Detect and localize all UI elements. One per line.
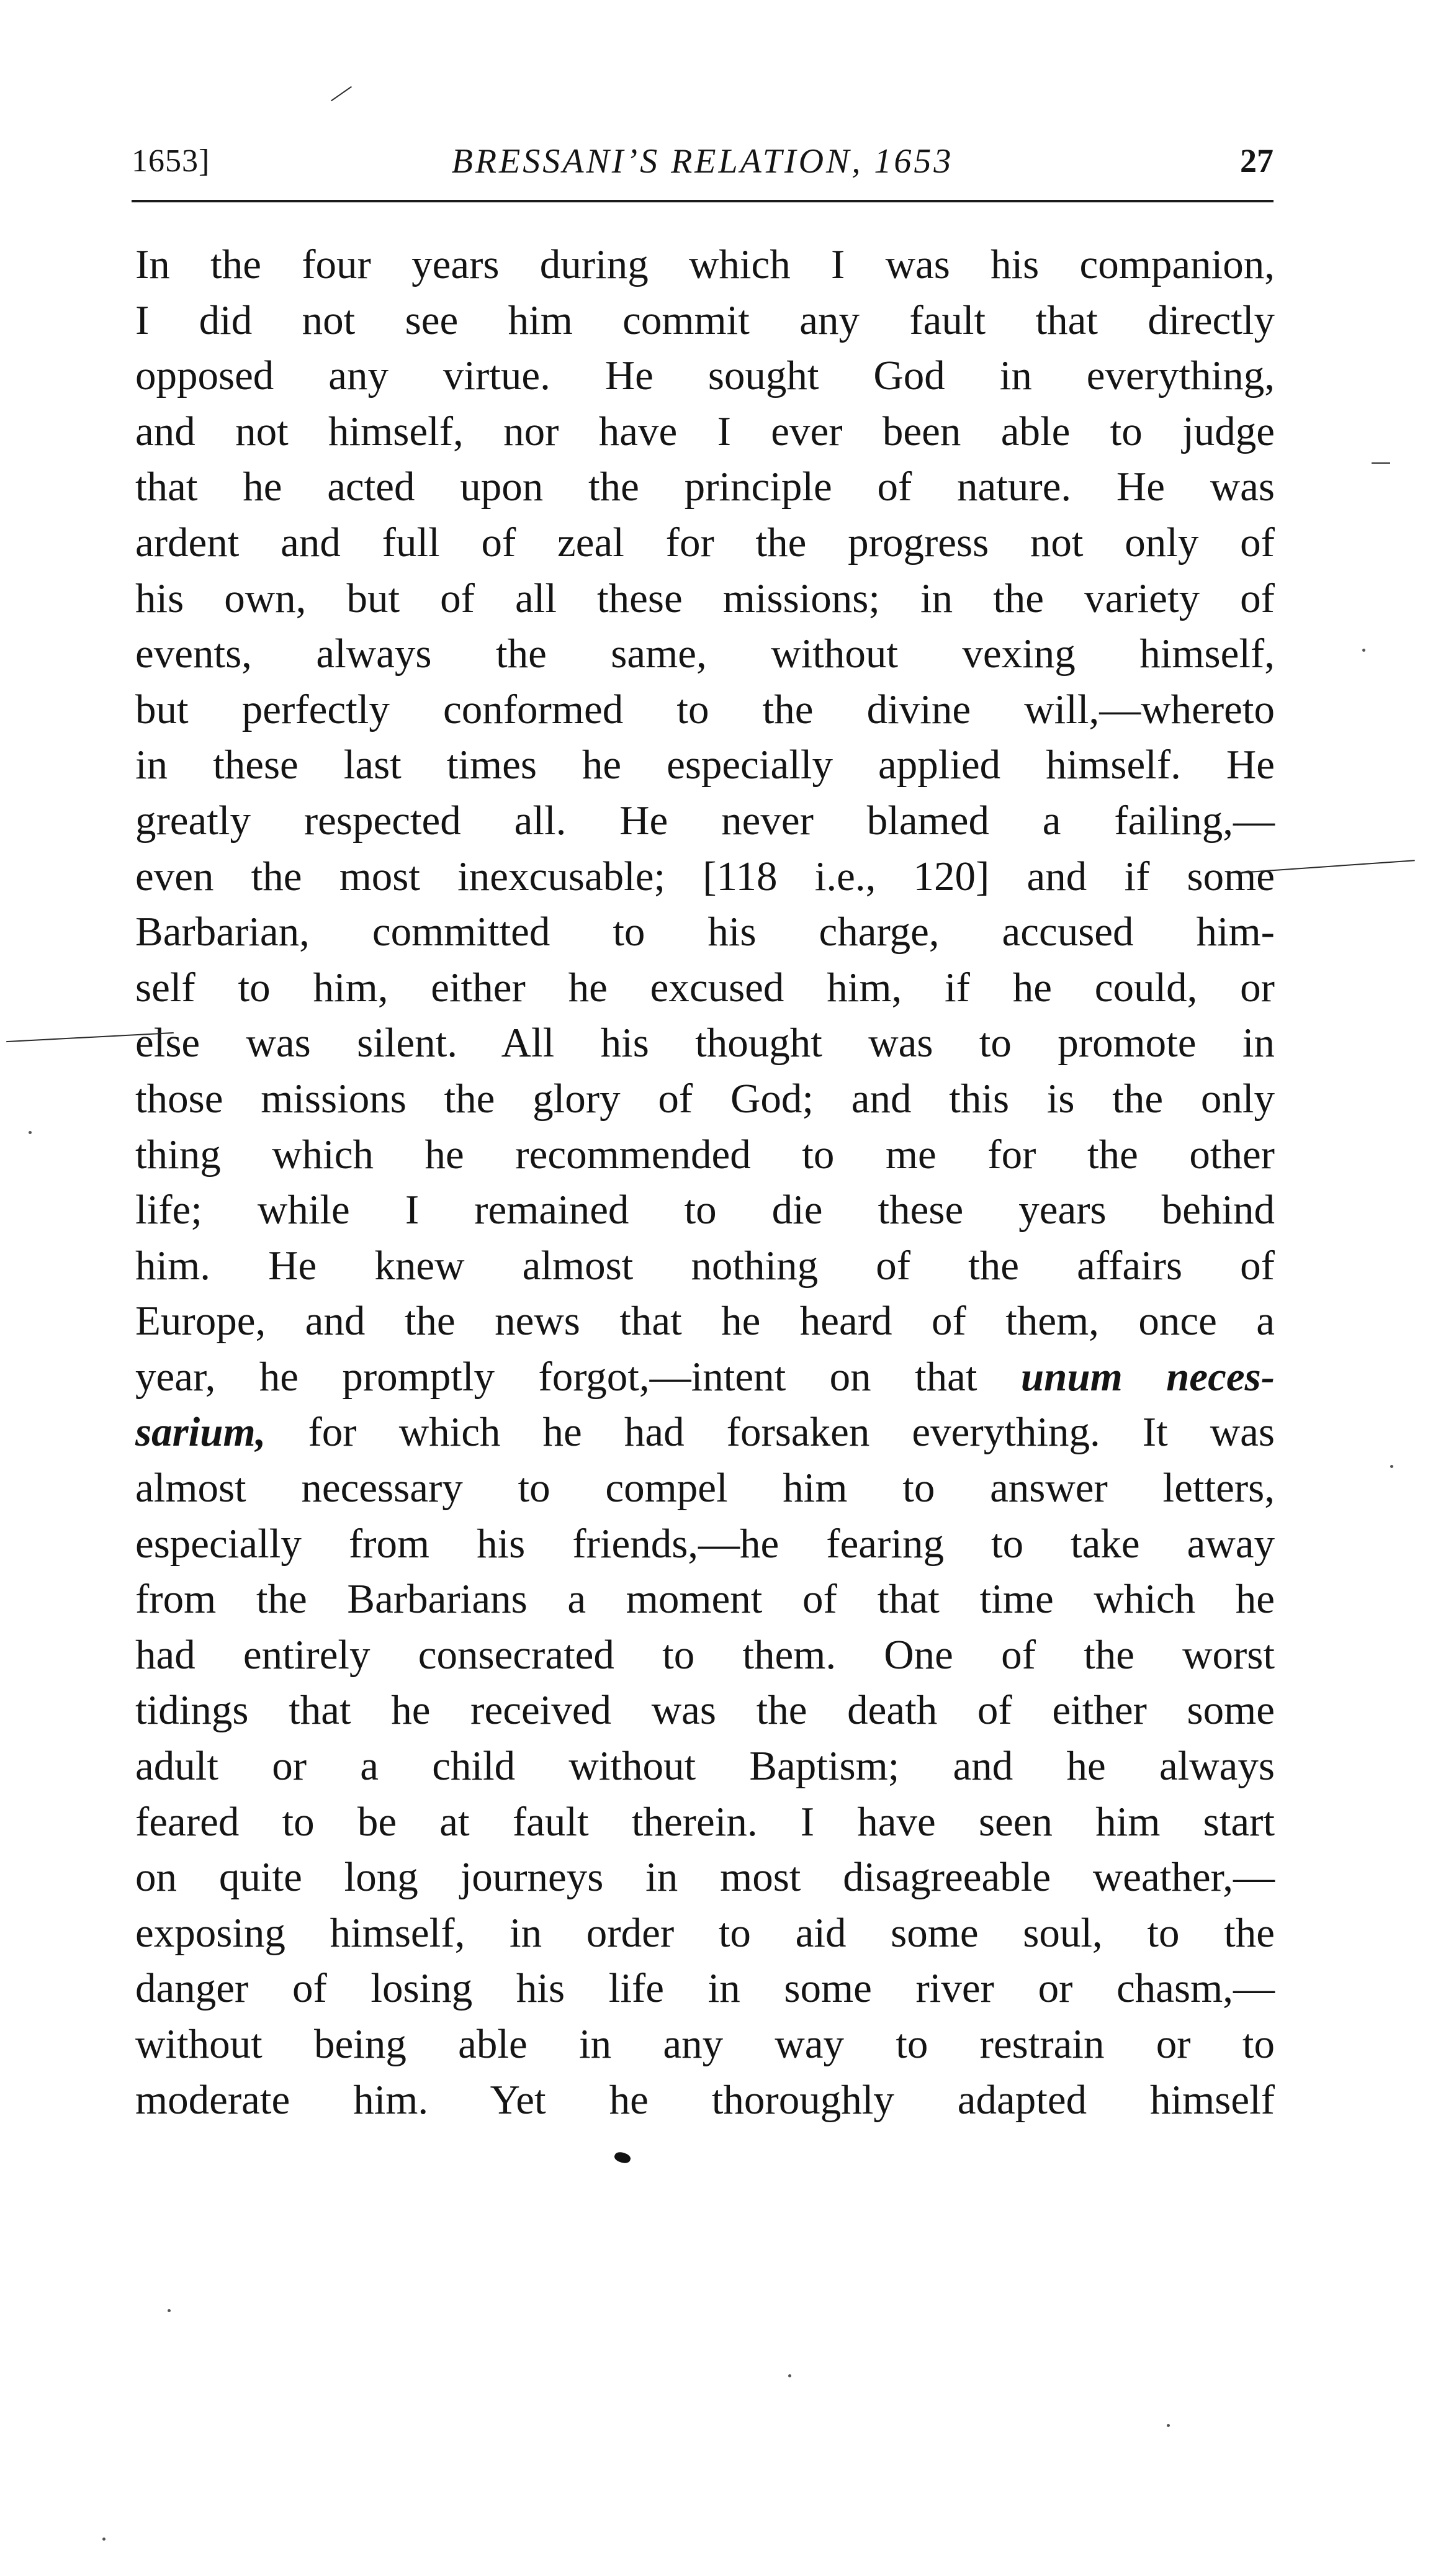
- text-line: [135, 1016, 1275, 1071]
- text-line: [135, 1294, 1275, 1349]
- text-line: [135, 960, 1275, 1016]
- line-text: I did not see him commit any fault that directly: [135, 297, 1275, 343]
- text-line: [135, 1238, 1275, 1294]
- italic-phrase: sarium,: [135, 1409, 266, 1456]
- line-text: his own, but of all these missions; in the variety of: [135, 575, 1275, 621]
- text-line: [135, 293, 1275, 349]
- body-text: [135, 237, 1275, 2128]
- text-line: [135, 626, 1275, 682]
- text-line: [135, 682, 1275, 738]
- scan-speck: [1362, 649, 1365, 652]
- text-line: [135, 1182, 1275, 1238]
- text-line: [135, 1572, 1275, 1628]
- text-line: [135, 1739, 1275, 1795]
- line-text: ardent and full of zeal for the progress not only of: [135, 519, 1275, 565]
- text-line: [135, 849, 1275, 905]
- line-text: him. He knew almost nothing of the affairs of: [135, 1242, 1275, 1289]
- line-text: feared to be at fault therein. I have seen him start: [135, 1798, 1275, 1845]
- scan-mark: [331, 86, 352, 102]
- line-text: Barbarian, committed to his charge, accused him-: [135, 909, 1275, 955]
- ink-blot: [613, 2150, 632, 2165]
- line-text: tidings that he received was the death of either some: [135, 1687, 1275, 1734]
- line-text: greatly respected all. He never blamed a failing,—: [135, 797, 1275, 844]
- text-line: [135, 1850, 1275, 1906]
- header-rule: [132, 200, 1274, 202]
- line-text: without being able in any way to restrain or to: [135, 2021, 1275, 2067]
- line-text: especially from his friends,—he fearing to take away: [135, 1520, 1275, 1567]
- line-text: In the four years during which I was his companion,: [135, 241, 1275, 287]
- text-line: [135, 1349, 1275, 1405]
- text-line: [135, 1127, 1275, 1183]
- text-line: [135, 237, 1275, 293]
- line-text: that he acted upon the principle of nature. He was: [135, 464, 1275, 510]
- scan-speck: [168, 2309, 171, 2312]
- line-text: almost necessary to compel him to answer letters,: [135, 1465, 1275, 1511]
- line-text: moderate him. Yet he thoroughly adapted himself: [135, 2076, 1275, 2123]
- line-text: even the most inexcusable; [118 i.e., 120] and if some: [135, 853, 1275, 899]
- text-line: [135, 1628, 1275, 1683]
- running-head-year: 1653]: [132, 143, 210, 179]
- running-head: [132, 138, 1274, 187]
- text-line: [135, 1683, 1275, 1739]
- line-text: exposing himself, in order to aid some soul, to the: [135, 1909, 1275, 1956]
- text-line: [135, 737, 1275, 793]
- running-head-title: BRESSANI’S RELATION, 1653: [451, 142, 954, 181]
- line-text: those missions the glory of God; and this is the only: [135, 1075, 1275, 1122]
- line-text: life; while I remained to die these years behind: [135, 1187, 1275, 1233]
- line-text: had entirely consecrated to them. One of the worst: [135, 1631, 1275, 1678]
- scan-speck: [29, 1131, 32, 1134]
- text-line: [135, 2017, 1275, 2073]
- text-line: [135, 1405, 1275, 1461]
- line-text: danger of losing his life in some river or chasm,—: [135, 1965, 1275, 2012]
- line-text: adult or a child without Baptism; and he always: [135, 1743, 1275, 1790]
- text-line: [135, 1795, 1275, 1850]
- line-text: and not himself, nor have I ever been able to judge: [135, 408, 1275, 454]
- line-text: for which he had forsaken everything. It was: [266, 1409, 1275, 1456]
- scan-speck: [1390, 1465, 1393, 1468]
- text-line: [135, 2073, 1275, 2128]
- line-text: from the Barbarians a moment of that time which he: [135, 1576, 1275, 1623]
- italic-phrase: unum neces-: [1020, 1353, 1275, 1400]
- text-line: [135, 571, 1275, 627]
- text-line: [135, 793, 1275, 849]
- page-number: 27: [1240, 142, 1274, 179]
- line-text: thing which he recommended to me for the other: [135, 1131, 1275, 1178]
- line-text: in these last times he especially applied himself. He: [135, 742, 1275, 788]
- line-text: year, he promptly forgot,—intent on that: [135, 1353, 1021, 1400]
- text-line: [135, 904, 1275, 960]
- text-line: [135, 1461, 1275, 1516]
- line-text: events, always the same, without vexing himself,: [135, 631, 1275, 677]
- text-line: [135, 1961, 1275, 2017]
- text-line: [135, 404, 1275, 460]
- line-text: on quite long journeys in most disagreeable weather,—: [135, 1854, 1275, 1901]
- line-text: else was silent. All his thought was to promote in: [135, 1020, 1275, 1066]
- scan-speck: [1167, 2424, 1170, 2427]
- scan-speck: [788, 2374, 791, 2377]
- text-line: [135, 515, 1275, 571]
- scan-speck: [102, 2538, 106, 2541]
- text-line: [135, 459, 1275, 515]
- line-text: self to him, either he excused him, if he could, or: [135, 964, 1275, 1011]
- text-line: [135, 1516, 1275, 1572]
- text-line: [135, 1906, 1275, 1961]
- text-line: [135, 348, 1275, 404]
- text-line: [135, 1071, 1275, 1127]
- scan-mark: [1372, 462, 1390, 464]
- line-text: Europe, and the news that he heard of them, once a: [135, 1298, 1275, 1344]
- line-text: opposed any virtue. He sought God in everything,: [135, 353, 1275, 399]
- line-text: but perfectly conformed to the divine will,—whereto: [135, 686, 1275, 732]
